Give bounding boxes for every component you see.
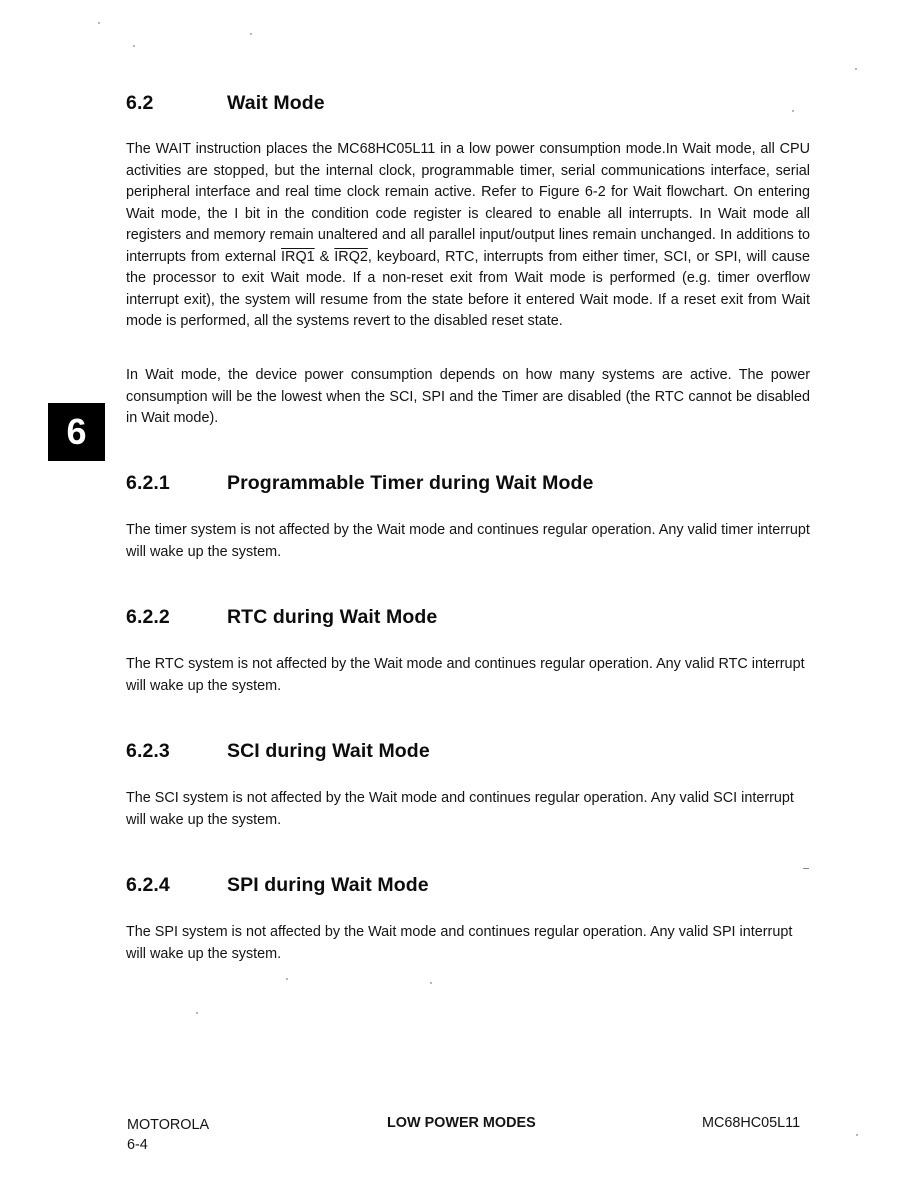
scan-speck <box>792 110 794 112</box>
paragraph-wait-mode-intro <box>126 139 810 333</box>
section-number: 6.2.3 <box>126 740 170 762</box>
scan-speck <box>98 22 100 24</box>
section-heading-6-2-3 <box>126 740 430 763</box>
paragraph-sci: The SCI system is not affected by the Wait mode and continues regular operation. Any valid SCI interrupt will wake up the system. <box>126 790 794 828</box>
section-heading-6-2 <box>126 92 325 115</box>
scan-speck <box>856 1134 858 1136</box>
chapter-tab-marker: 6 <box>48 403 105 461</box>
section-number: 6.2.2 <box>126 606 170 628</box>
section-title: Wait Mode <box>227 92 325 114</box>
scan-speck <box>133 45 135 47</box>
scan-speck <box>286 978 288 980</box>
scan-speck <box>855 68 857 70</box>
scan-speck <box>250 33 252 35</box>
section-title: SCI during Wait Mode <box>227 740 430 762</box>
paragraph-text: , keyboard, RTC, interrupts from either timer, SCI, or SPI, will cause the processor to exit Wait mode. If a non-reset exit from Wait mode is performed (e.g. timer overflow interrupt exit), the system will resume from the state before it entered Wait mode. If a reset exit from Wait mode is performed, all the systems revert to the disabled reset state. <box>126 248 810 329</box>
section-heading-6-2-1 <box>126 472 593 495</box>
footer-chapter-title: LOW POWER MODES <box>387 1115 536 1131</box>
section-title: SPI during Wait Mode <box>227 874 429 896</box>
scan-speck <box>430 982 432 984</box>
paragraph-text: The WAIT instruction places the MC68HC05L11 in a low power consumption mode.In Wait mode, all CPU activities are stopped, but the internal clock, programmable timer, serial communications interface, serial peripheral interface and real time clock remain active. Refer to Figure 6-2 for Wait flowchart. On entering Wait mode, the I bit in the condition code register is cleared to enable all interrupts. In Wait mode all registers and memory remain unaltered and all parallel input/output lines remain unchanged. In additions to interrupts from external <box>126 141 810 265</box>
footer-left <box>127 1115 209 1155</box>
paragraph-spi: The SPI system is not affected by the Wait mode and continues regular operation. Any valid SPI interrupt will wake up the system. <box>126 924 793 962</box>
section-heading-6-2-4 <box>126 874 429 897</box>
paragraph-wait-mode-power: In Wait mode, the device power consumption depends on how many systems are active. The power consumption will be the lowest when the SCI, SPI and the Timer are disabled (the RTC cannot be disabled in Wait mode). <box>126 367 810 426</box>
footer-page-number: 6-4 <box>127 1137 148 1153</box>
section-number: 6.2 <box>126 92 154 114</box>
section-number: 6.2.1 <box>126 472 170 494</box>
footer-device-name: MC68HC05L11 <box>702 1115 801 1131</box>
section-heading-6-2-2 <box>126 606 437 629</box>
scan-speck <box>803 868 809 869</box>
section-number: 6.2.4 <box>126 874 170 896</box>
section-title: Programmable Timer during Wait Mode <box>227 472 594 494</box>
irq1-signal: IRQ1 <box>281 248 315 265</box>
section-title: RTC during Wait Mode <box>227 606 438 628</box>
scan-speck <box>196 1012 198 1014</box>
irq2-signal: IRQ2 <box>334 248 368 265</box>
footer-company: MOTOROLA <box>127 1117 210 1133</box>
paragraph-rtc: The RTC system is not affected by the Wait mode and continues regular operation. Any valid RTC interrupt will wake up the system. <box>126 656 805 694</box>
paragraph-timer: The timer system is not affected by the Wait mode and continues regular operation. Any valid timer interrupt will wake up the system. <box>126 522 810 560</box>
paragraph-text: & <box>314 248 335 265</box>
